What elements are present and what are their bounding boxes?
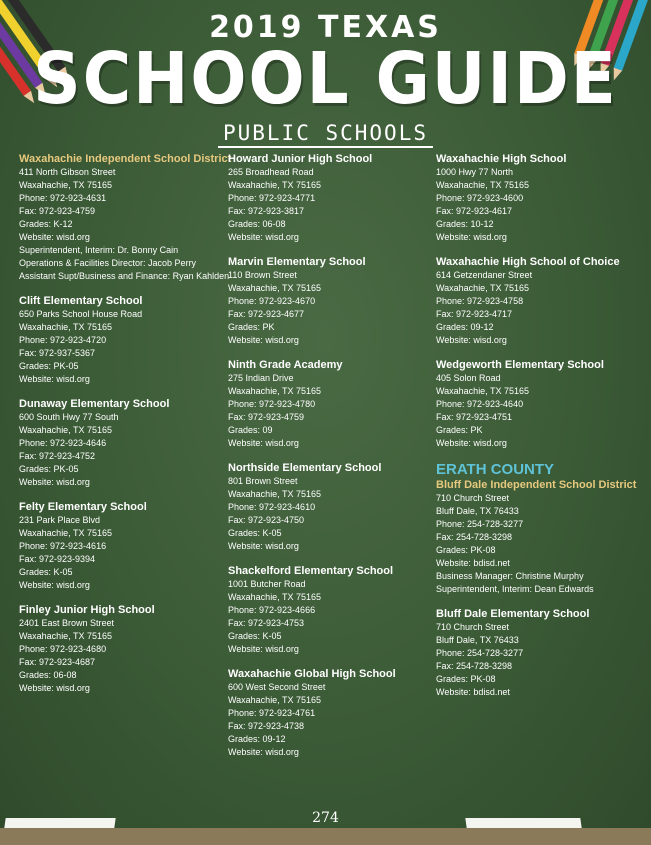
- school-listing: [19, 152, 232, 283]
- listing-detail-line: Phone: 972-923-4610: [228, 502, 316, 512]
- listing-detail-line: Waxahachie, TX 75165: [228, 489, 322, 499]
- listing-detail-line: 405 Solon Road: [436, 373, 501, 383]
- district-name: Waxahachie Independent School District: [19, 153, 232, 165]
- school-listing: [19, 603, 224, 695]
- listing-detail-line: Grades: 09-12: [228, 734, 286, 744]
- listing-detail-line: Phone: 972-923-4616: [19, 541, 107, 551]
- listing-detail-line: Phone: 972-923-4771: [228, 193, 316, 203]
- listing-detail-line: Grades: PK: [228, 322, 275, 332]
- listing-detail-line: Fax: 254-728-3298: [436, 532, 513, 542]
- listing-detail-line: 231 Park Place Blvd: [19, 515, 101, 525]
- listing-detail-line: Fax: 972-923-4687: [19, 657, 96, 667]
- listing-detail-line: Website: wisd.org: [19, 580, 90, 590]
- listing-detail-line: Website: wisd.org: [228, 438, 299, 448]
- listing-detail-line: Fax: 972-937-5367: [19, 348, 96, 358]
- listing-detail-line: Bluff Dale, TX 76433: [436, 635, 519, 645]
- listing-detail-line: Website: wisd.org: [436, 232, 507, 242]
- listing-detail-line: 600 South Hwy 77 South: [19, 412, 119, 422]
- listing-detail-line: Fax: 972-923-4738: [228, 721, 305, 731]
- listing-detail-line: Waxahachie, TX 75165: [436, 386, 530, 396]
- school-name: Howard Junior High School: [228, 153, 373, 165]
- listing-detail-line: Fax: 972-923-4677: [228, 309, 305, 319]
- listing-detail-line: Website: wisd.org: [19, 683, 90, 693]
- listing-detail-line: Grades: PK-05: [19, 464, 79, 474]
- listing-detail-line: Fax: 972-923-4753: [228, 618, 305, 628]
- school-listing: [19, 500, 224, 592]
- listing-detail-line: Grades: K-05: [228, 528, 282, 538]
- listing-detail-line: Website: wisd.org: [19, 232, 90, 242]
- chalk-tray: [0, 828, 651, 845]
- school-name: Finley Junior High School: [19, 604, 155, 616]
- listing-detail-line: Waxahachie, TX 75165: [228, 180, 322, 190]
- listing-detail-line: Waxahachie, TX 75165: [19, 528, 113, 538]
- district-name: Bluff Dale Independent School District: [436, 479, 637, 491]
- school-name: Clift Elementary School: [19, 295, 143, 307]
- listing-detail-line: Website: wisd.org: [19, 477, 90, 487]
- listing-detail-line: Fax: 972-923-4759: [19, 206, 96, 216]
- school-name: Wedgeworth Elementary School: [436, 359, 604, 371]
- listing-detail-line: Fax: 972-923-4752: [19, 451, 96, 461]
- school-listing: [228, 358, 433, 450]
- listing-detail-line: Grades: 10-12: [436, 219, 494, 229]
- listing-detail-line: Grades: K-05: [19, 567, 73, 577]
- listing-detail-line: 600 West Second Street: [228, 682, 326, 692]
- chalk-piece-left: [4, 818, 115, 828]
- school-name: Felty Elementary School: [19, 501, 147, 513]
- school-name: Marvin Elementary School: [228, 256, 366, 268]
- listing-detail-line: Website: bdisd.net: [436, 558, 510, 568]
- listing-detail-line: Fax: 972-923-4751: [436, 412, 513, 422]
- listing-detail-line: Grades: PK-08: [436, 674, 496, 684]
- listing-detail-line: 110 Brown Street: [228, 270, 297, 280]
- listing-detail-line: Grades: 06-08: [228, 219, 286, 229]
- listing-detail-line: Website: wisd.org: [436, 438, 507, 448]
- listing-detail-line: Fax: 972-923-4759: [228, 412, 305, 422]
- listing-detail-line: Assistant Supt/Business and Finance: Ryan Kahlden: [19, 271, 230, 281]
- listing-detail-line: Superintendent, Interim: Dean Edwards: [436, 584, 594, 594]
- listing-detail-line: Phone: 972-923-4720: [19, 335, 107, 345]
- listing-detail-line: Grades: 06-08: [19, 670, 77, 680]
- listing-detail-line: Waxahachie, TX 75165: [19, 322, 113, 332]
- school-listing: [19, 397, 224, 489]
- listing-detail-line: Fax: 972-923-3817: [228, 206, 305, 216]
- guide-year: 2019 TEXAS: [209, 10, 442, 45]
- school-name: Waxahachie Global High School: [228, 668, 396, 680]
- listing-detail-line: Website: wisd.org: [19, 374, 90, 384]
- listing-detail-line: Business Manager: Christine Murphy: [436, 571, 584, 581]
- listing-detail-line: Phone: 972-923-4640: [436, 399, 524, 409]
- section-subtitle: PUBLIC SCHOOLS: [222, 121, 428, 145]
- listing-detail-line: Website: wisd.org: [228, 747, 299, 757]
- listing-detail-line: Bluff Dale, TX 76433: [436, 506, 519, 516]
- school-listing: [436, 358, 641, 450]
- listing-detail-line: Waxahachie, TX 75165: [228, 695, 322, 705]
- listing-column-1: [19, 152, 232, 706]
- school-listing: [228, 564, 433, 656]
- listing-detail-line: Website: bdisd.net: [436, 687, 510, 697]
- school-listing: [228, 461, 433, 553]
- listing-detail-line: Grades: K-05: [228, 631, 282, 641]
- listing-detail-line: Grades: 09: [228, 425, 273, 435]
- school-listing: [228, 255, 433, 347]
- listing-detail-line: Phone: 972-923-4670: [228, 296, 316, 306]
- listing-detail-line: Fax: 972-923-4717: [436, 309, 513, 319]
- listing-detail-line: Grades: PK-08: [436, 545, 496, 555]
- listing-detail-line: Fax: 972-923-4617: [436, 206, 513, 216]
- school-listing: [19, 294, 224, 386]
- listing-detail-line: Superintendent, Interim: Dr. Bonny Cain: [19, 245, 179, 255]
- listing-detail-line: Fax: 972-923-4750: [228, 515, 305, 525]
- chalk-piece-right: [465, 818, 581, 828]
- county-heading: ERATH COUNTY: [436, 461, 555, 478]
- listing-column-3: [436, 152, 641, 710]
- listing-detail-line: Waxahachie, TX 75165: [436, 180, 530, 190]
- listing-detail-line: Phone: 972-923-4758: [436, 296, 524, 306]
- listing-detail-line: Website: wisd.org: [228, 541, 299, 551]
- school-listing: [228, 667, 433, 759]
- listing-column-2: [228, 152, 433, 770]
- listing-detail-line: 650 Parks School House Road: [19, 309, 143, 319]
- listing-detail-line: 411 North Gibson Street: [19, 167, 116, 177]
- listing-detail-line: Waxahachie, TX 75165: [19, 180, 113, 190]
- listing-detail-line: Phone: 972-923-4680: [19, 644, 107, 654]
- listing-detail-line: 265 Broadhead Road: [228, 167, 314, 177]
- listing-detail-line: 801 Brown Street: [228, 476, 298, 486]
- listing-detail-line: Waxahachie, TX 75165: [436, 283, 530, 293]
- school-listing: [228, 152, 433, 244]
- school-listing: [436, 152, 641, 244]
- listing-detail-line: 710 Church Street: [436, 622, 510, 632]
- school-listing: [436, 461, 641, 596]
- listing-detail-line: Phone: 972-923-4646: [19, 438, 107, 448]
- listing-detail-line: Waxahachie, TX 75165: [228, 386, 322, 396]
- listing-detail-line: Waxahachie, TX 75165: [228, 283, 322, 293]
- guide-title: SCHOOL GUIDE: [33, 36, 618, 121]
- school-name: Waxahachie High School: [436, 153, 567, 165]
- listing-detail-line: Waxahachie, TX 75165: [19, 425, 113, 435]
- listing-detail-line: 1000 Hwy 77 North: [436, 167, 514, 177]
- listing-detail-line: Phone: 254-728-3277: [436, 648, 524, 658]
- listing-detail-line: Phone: 972-923-4600: [436, 193, 524, 203]
- listing-detail-line: Grades: PK: [436, 425, 483, 435]
- listing-detail-line: Operations & Facilities Director: Jacob Perry: [19, 258, 197, 268]
- listing-detail-line: Grades: PK-05: [19, 361, 79, 371]
- listing-detail-line: 614 Getzendaner Street: [436, 270, 533, 280]
- school-name: Ninth Grade Academy: [228, 359, 343, 371]
- listing-detail-line: Fax: 972-923-9394: [19, 554, 96, 564]
- listing-detail-line: Website: wisd.org: [228, 335, 299, 345]
- listing-detail-line: Phone: 254-728-3277: [436, 519, 524, 529]
- listing-detail-line: Waxahachie, TX 75165: [228, 592, 322, 602]
- listing-detail-line: Website: wisd.org: [436, 335, 507, 345]
- listing-detail-line: 2401 East Brown Street: [19, 618, 115, 628]
- listing-detail-line: Fax: 254-728-3298: [436, 661, 513, 671]
- listing-detail-line: 710 Church Street: [436, 493, 510, 503]
- subtitle-underline: [218, 146, 433, 148]
- listing-detail-line: Grades: K-12: [19, 219, 73, 229]
- school-name: Dunaway Elementary School: [19, 398, 170, 410]
- school-name: Shackelford Elementary School: [228, 565, 394, 577]
- listing-detail-line: Phone: 972-923-4666: [228, 605, 316, 615]
- listing-detail-line: 1001 Butcher Road: [228, 579, 306, 589]
- listing-detail-line: Website: wisd.org: [228, 232, 299, 242]
- listing-detail-line: Phone: 972-923-4631: [19, 193, 107, 203]
- school-listing: [436, 255, 641, 347]
- listing-detail-line: Grades: 09-12: [436, 322, 494, 332]
- listing-detail-line: Phone: 972-923-4761: [228, 708, 316, 718]
- listing-detail-line: Waxahachie, TX 75165: [19, 631, 113, 641]
- listing-detail-line: Phone: 972-923-4780: [228, 399, 316, 409]
- listing-detail-line: Website: wisd.org: [228, 644, 299, 654]
- school-listing: [436, 607, 641, 699]
- school-name: Bluff Dale Elementary School: [436, 608, 590, 620]
- page-number: 274: [312, 810, 339, 826]
- listing-detail-line: 275 Indian Drive: [228, 373, 294, 383]
- school-name: Waxahachie High School of Choice: [436, 256, 620, 268]
- school-name: Northside Elementary School: [228, 462, 382, 474]
